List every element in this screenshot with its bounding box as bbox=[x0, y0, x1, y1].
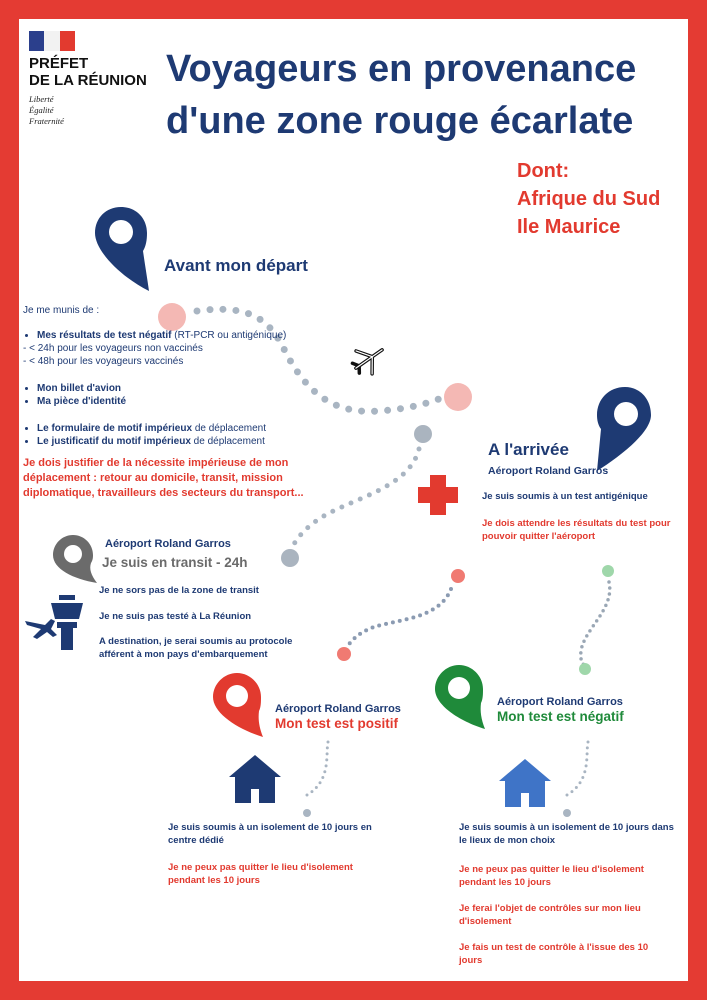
dotted-path bbox=[307, 739, 329, 795]
control-tower-icon bbox=[25, 595, 83, 650]
negatif-warnings bbox=[459, 864, 674, 967]
medical-cross-icon bbox=[418, 475, 458, 515]
arrivee-warning: Je dois attendre les résultats du test pour pouvoir quitter l'aéroport bbox=[482, 518, 671, 542]
path-endpoint-dot bbox=[337, 647, 351, 661]
list-item: • Le justificatif du motif impérieux de déplacement bbox=[37, 435, 323, 448]
list-item: - < 48h pour les voyageurs vaccinés bbox=[23, 356, 184, 367]
negatif-airport: Aéroport Roland Garros bbox=[497, 696, 623, 708]
dotted-path bbox=[581, 582, 610, 665]
path-endpoint-dot bbox=[414, 425, 432, 443]
arrivee-airport: Aéroport Roland Garros bbox=[488, 465, 609, 477]
countries-list: Dont: Afrique du Sud Ile Maurice bbox=[517, 160, 661, 238]
depart-heading: Avant mon départ bbox=[164, 256, 308, 275]
negatif-text: Je suis soumis à un isolement de 10 jours dans le lieux de mon choix bbox=[459, 822, 674, 846]
list-item: • Ma pièce d'identité bbox=[37, 395, 323, 408]
map-pin-icon bbox=[213, 673, 263, 737]
arrivee-text: Je suis soumis à un test antigénique bbox=[482, 491, 648, 502]
house-icon bbox=[499, 759, 551, 807]
transit-details bbox=[99, 585, 329, 661]
map-pin-icon bbox=[435, 665, 485, 729]
airplane-icon bbox=[348, 338, 390, 379]
prefet-logo-title: PRÉFET DE LA RÉUNION bbox=[29, 55, 147, 89]
poster-sheet bbox=[19, 19, 688, 981]
positif-warning: Je ne peux pas quitter le lieu d'isolement pendant les 10 jours bbox=[168, 862, 353, 886]
map-pin-icon bbox=[597, 387, 651, 471]
dotted-path bbox=[291, 449, 419, 551]
arrivee-heading: A l'arrivée bbox=[488, 440, 569, 459]
path-endpoint-dot bbox=[281, 549, 299, 567]
negatif-status: Mon test est négatif bbox=[497, 709, 624, 724]
house-icon bbox=[229, 755, 281, 803]
logo-motto: Liberté Égalité Fraternité bbox=[29, 94, 64, 126]
depart-intro: Je me munis de : bbox=[23, 305, 100, 316]
dotted-path bbox=[346, 589, 451, 649]
positif-status: Mon test est positif bbox=[275, 716, 399, 731]
dotted-path bbox=[567, 739, 589, 795]
negatif-warning: Je ne peux pas quitter le lieu d'isolement pendant les 10 jours bbox=[459, 864, 644, 888]
depart-warning: Je dois justifier de la nécessite impérieuse de mon déplacement : retour au domicile, transit, mission diplomatique, travailleurs des secteurs du transport... bbox=[23, 457, 304, 499]
page-title: Voyageurs en provenance d'une zone rouge écarlate bbox=[166, 48, 637, 142]
negatif-warning: Je fais un test de contrôle à l'issue des 10 jours bbox=[459, 942, 649, 966]
path-endpoint-dot bbox=[579, 663, 591, 675]
path-endpoint-dot bbox=[451, 569, 465, 583]
list-item: • Mon billet d'avion bbox=[37, 382, 323, 395]
list-item: - < 24h pour les voyageurs non vaccinés bbox=[23, 343, 203, 354]
negatif-warning: Je ferai l'objet de contrôles sur mon lieu d'isolement bbox=[459, 903, 641, 927]
path-endpoint-dot bbox=[602, 565, 614, 577]
map-pin-icon bbox=[53, 535, 97, 583]
transit-line: Je ne suis pas testé à La Réunion bbox=[99, 610, 252, 622]
path-endpoint-dot bbox=[444, 383, 472, 411]
transit-heading: Je suis en transit - 24h bbox=[102, 555, 248, 570]
list-item: • Mes résultats de test négatif (RT-PCR ou antigénique) bbox=[37, 329, 323, 342]
map-pin-icon bbox=[95, 207, 149, 291]
positif-airport: Aéroport Roland Garros bbox=[275, 703, 401, 715]
transit-airport: Aéroport Roland Garros bbox=[105, 538, 231, 550]
transit-line: A destination, je serai soumis au protocole afférent à mon pays d'embarquement bbox=[99, 636, 293, 660]
depart-checklist bbox=[23, 304, 323, 448]
list-item: • Le formulaire de motif impérieux de déplacement bbox=[37, 422, 323, 435]
transit-line: Je ne sors pas de la zone de transit bbox=[99, 585, 259, 596]
positif-text: Je suis soumis à un isolement de 10 jours en centre dédié bbox=[168, 822, 372, 846]
